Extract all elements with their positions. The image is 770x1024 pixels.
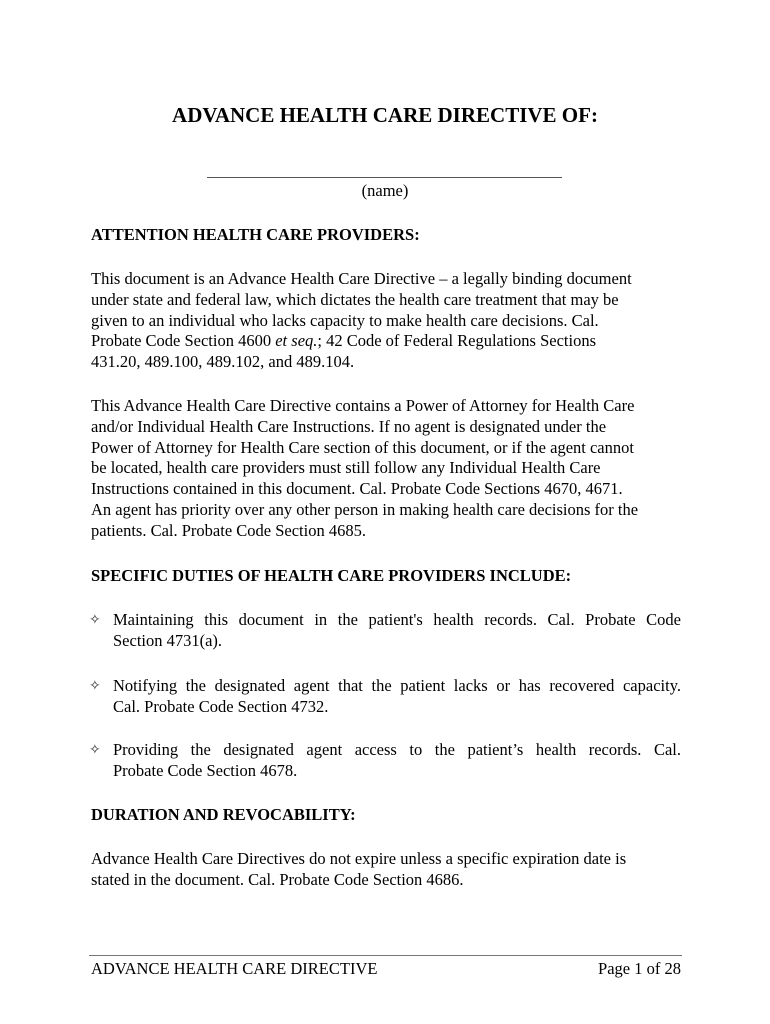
text-line: given to an individual who lacks capacity to make health care decisions. Cal. [91, 310, 599, 330]
footer-rule [89, 955, 682, 956]
text-run: Probate Code Section 4600 [91, 331, 276, 351]
diamond-bullet-icon: ✧ [89, 613, 101, 628]
duration-paragraph [91, 849, 691, 891]
attention-paragraph-2 [91, 396, 691, 542]
text-line: This document is an Advance Health Care Directive – a legally binding document [91, 269, 632, 288]
duty-list-item [113, 739, 681, 781]
attention-heading: ATTENTION HEALTH CARE PROVIDERS: [91, 225, 420, 244]
diamond-bullet-icon: ✧ [89, 743, 101, 758]
text-line: Providing the designated agent access to the patient’s health records. Cal. [113, 740, 681, 759]
name-signature-line [207, 177, 562, 178]
text-line: patients. Cal. Probate Code Section 4685. [91, 520, 366, 540]
text-line: An agent has priority over any other person in making health care decisions for the [91, 499, 639, 519]
text-line: Instructions contained in this document. Cal. Probate Code Sections 4670, 4671. [91, 479, 623, 499]
text-line: This Advance Health Care Directive contains a Power of Attorney for Health Care [91, 396, 635, 415]
text-line: and/or Individual Health Care Instructions. If no agent is designated under the [91, 416, 607, 436]
text-line: Power of Attorney for Health Care section of this document, or if the agent cannot [91, 437, 634, 457]
name-caption: (name) [361, 181, 409, 200]
text-line: Maintaining this document in the patient's health records. Cal. Probate Code [113, 610, 681, 629]
document-title: ADVANCE HEALTH CARE DIRECTIVE OF: [172, 103, 598, 127]
diamond-bullet-icon: ✧ [89, 679, 101, 694]
duration-heading: DURATION AND REVOCABILITY: [91, 805, 356, 824]
page-number: Page 1 of 28 [598, 959, 681, 978]
footer-document-title: ADVANCE HEALTH CARE DIRECTIVE [91, 959, 378, 978]
text-line [91, 331, 691, 352]
text-line: Probate Code Section 4678. [113, 761, 298, 780]
text-line: Section 4731(a). [113, 631, 223, 650]
duty-list-item [113, 609, 681, 651]
attention-paragraph-1 [91, 269, 691, 373]
text-line: stated in the document. Cal. Probate Code Section 4686. [91, 869, 464, 889]
italic-text-run: et seq. [275, 331, 318, 351]
text-line: Cal. Probate Code Section 4732. [113, 697, 329, 716]
text-line: under state and federal law, which dictates the health care treatment that may be [91, 289, 619, 309]
text-line: Advance Health Care Directives do not expire unless a specific expiration date is [91, 849, 627, 868]
text-line: Notifying the designated agent that the patient lacks or has recovered capacity. [113, 676, 681, 695]
text-line: be located, health care providers must still follow any Individual Health Care [91, 458, 601, 478]
text-line: 431.20, 489.100, 489.102, and 489.104. [91, 352, 355, 372]
duty-list-item [113, 675, 681, 717]
text-run: ; 42 Code of Federal Regulations Sections [317, 331, 597, 351]
duties-heading: SPECIFIC DUTIES OF HEALTH CARE PROVIDERS INCLUDE: [91, 566, 572, 585]
